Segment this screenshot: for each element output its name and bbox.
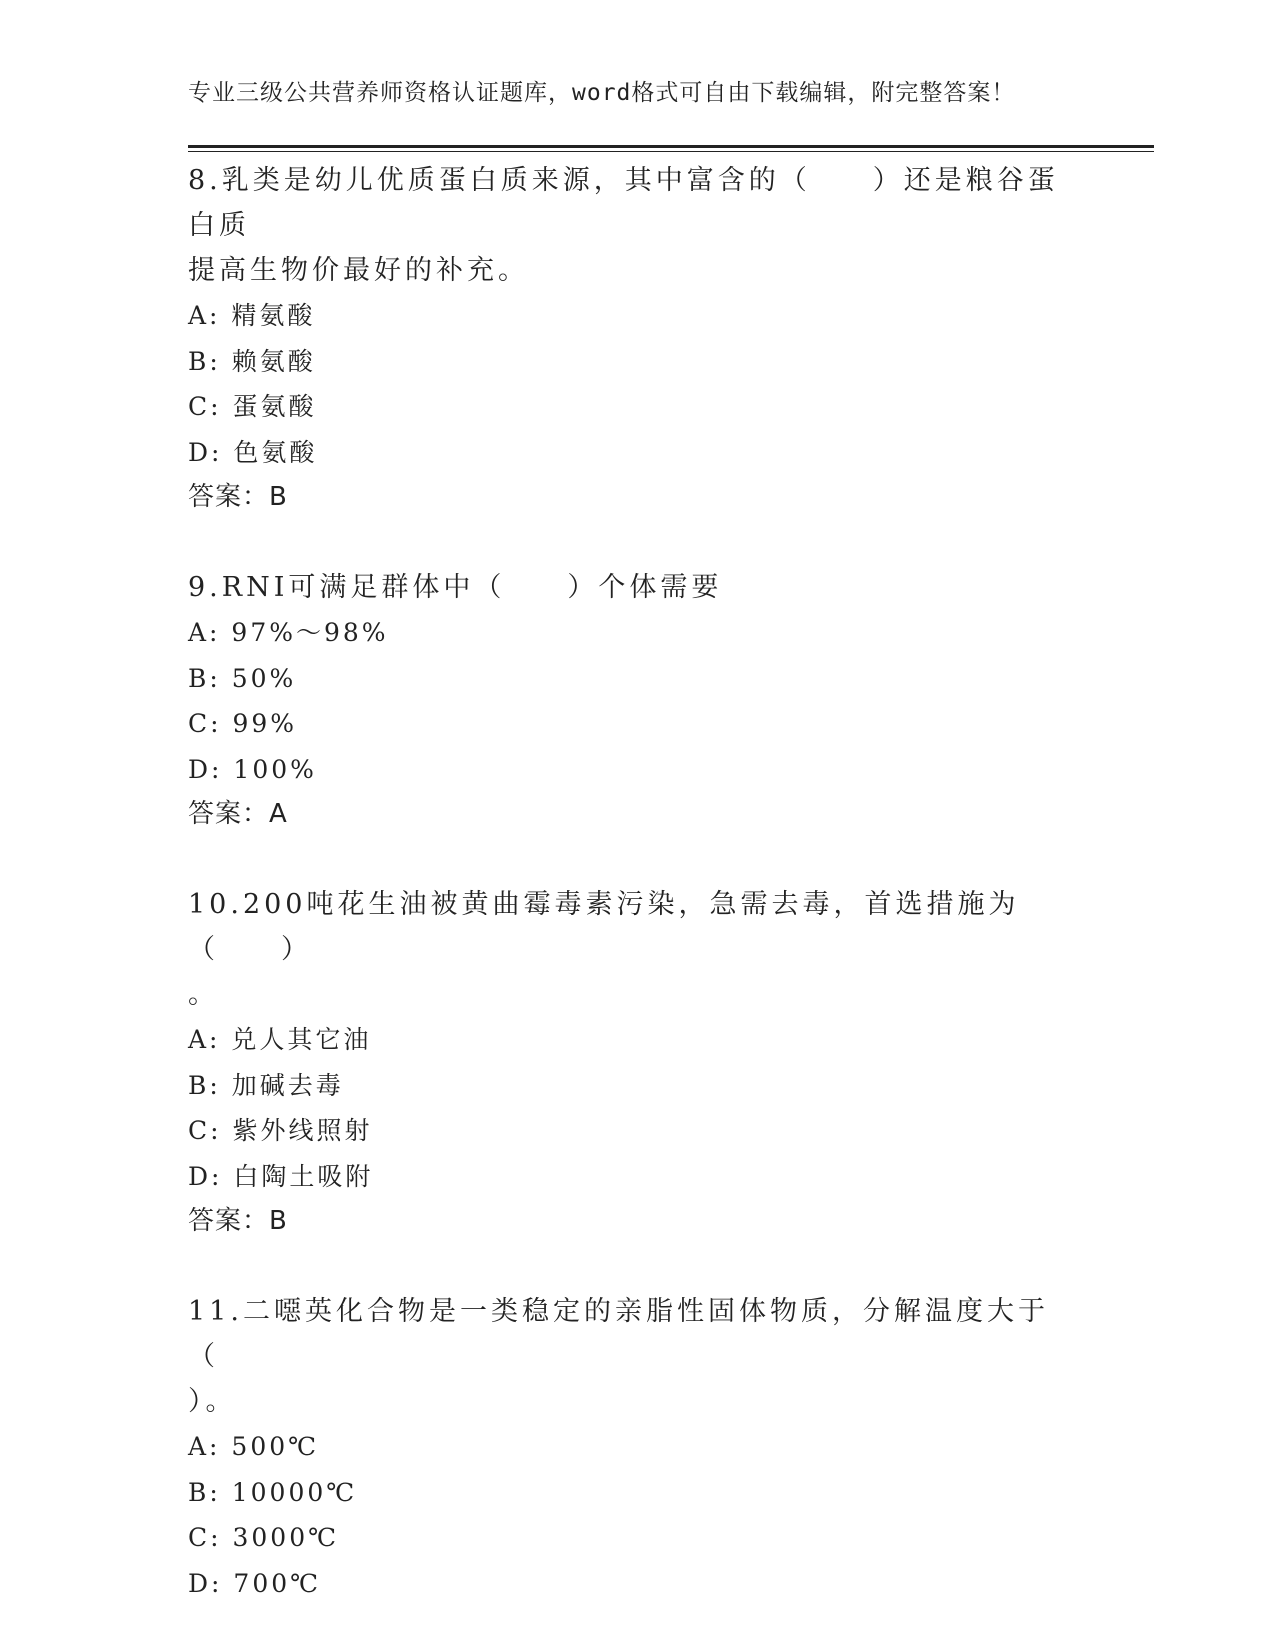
option-b: B: 50%	[188, 663, 297, 693]
option-a: A: 500℃	[188, 1432, 320, 1461]
answer-line: 答案：B	[188, 1206, 288, 1236]
option-b: B: 10000℃	[188, 1477, 358, 1507]
header-rule-thick	[188, 145, 1154, 148]
spacer	[188, 520, 1068, 565]
option-c: C: 蛋氨酸	[188, 392, 317, 421]
question-9	[188, 565, 1068, 837]
option-c: C: 紫外线照射	[188, 1116, 373, 1145]
question-stem-line: 10.200吨花生油被黄曲霉毒素污染，急需去毒，首选措施为（ ）	[188, 889, 1020, 965]
header-rule-thin	[188, 151, 1154, 152]
question-8	[188, 158, 1068, 520]
spacer	[188, 837, 1068, 882]
answer-line: 答案：A	[188, 799, 288, 829]
option-d: D: 色氨酸	[188, 437, 318, 467]
question-11	[188, 1289, 1068, 1606]
option-d: D: 700℃	[188, 1568, 322, 1598]
option-c: C: 99%	[188, 709, 298, 738]
option-c: C: 3000℃	[188, 1523, 340, 1552]
option-d: D: 白陶土吸附	[188, 1161, 374, 1191]
option-a: A: 兑人其它油	[188, 1025, 372, 1054]
question-10	[188, 882, 1068, 1244]
question-stem-line: 。	[188, 979, 219, 1010]
question-stem-line: 9.RNI可满足群体中（ ）个体需要	[188, 572, 723, 603]
option-a: A: 精氨酸	[188, 301, 316, 330]
option-d: D: 100%	[188, 754, 317, 784]
option-a: A: 97%～98%	[188, 618, 389, 647]
question-stem-line: ）。	[188, 1386, 237, 1417]
question-stem-line: 11.二噁英化合物是一类稳定的亲脂性固体物质，分解温度大于（	[188, 1296, 1049, 1372]
option-b: B: 赖氨酸	[188, 346, 316, 376]
page-header: 专业三级公共营养师资格认证题库，word格式可自由下载编辑，附完整答案！	[188, 80, 1016, 106]
question-list	[188, 158, 1068, 1606]
question-stem-line: 提高生物价最好的补充。	[188, 255, 529, 286]
answer-line: 答案：B	[188, 482, 288, 512]
option-b: B: 加碱去毒	[188, 1070, 344, 1100]
question-stem-line: 8.乳类是幼儿优质蛋白质来源，其中富含的（ ）还是粮谷蛋白质	[188, 165, 1059, 241]
spacer	[188, 1244, 1068, 1289]
